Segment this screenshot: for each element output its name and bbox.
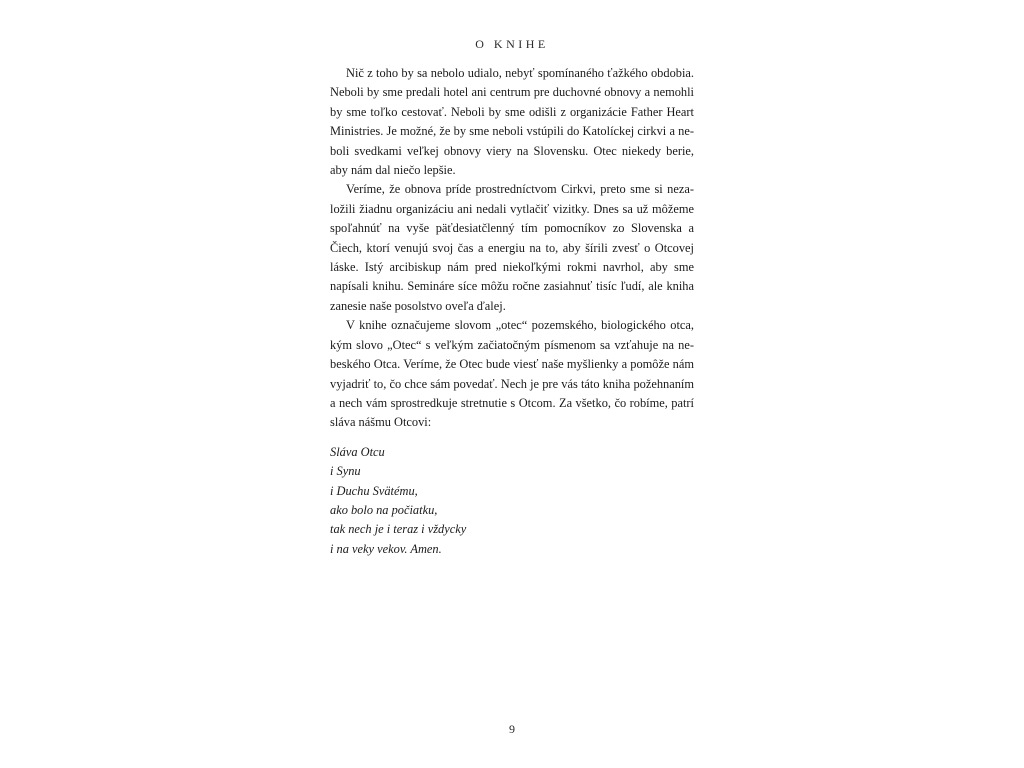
paragraph: Veríme, že obnova príde prostredníctvom Cirkvi, preto sme si nezaložili žiadnu organizáciu ani nedali vytlačiť vizitky. Dnes sa už môžeme spoľahnúť na vyše päťdesiatčlenný tím pomocníkov zo Slovenska a Čiech, ktorí venujú svoj čas a energiu na to, aby šírili zvesť o Otcovej láske. Istý arcibiskup nám pred niekoľkými rokmi navrhol, aby sme napísali knihu. Semináre síce môžu ročne zasiahnuť tisíc ľudí, ale kniha zanesie naše posolstvo oveľa ďalej. bbox=[330, 182, 694, 313]
prayer-verse bbox=[330, 443, 694, 559]
verse-line: i Duchu Svätému, bbox=[330, 483, 418, 498]
running-header: O KNIHE bbox=[475, 37, 549, 51]
page-number: 9 bbox=[509, 722, 515, 736]
body-text bbox=[330, 64, 694, 559]
paragraph: Nič z toho by sa nebolo udialo, nebyť spomínaného ťažkého obdobia. Neboli by sme predali hotel ani centrum pre duchovné obnovy a nemohli by sme toľko cestovať. Neboli by sme odišli z organizácie Father Heart Ministries. Je možné, že by sme neboli vstúpili do Katolíckej cirkvi a neboli svedkami veľkej obnovy viery na Slovensku. Otec niekedy berie, aby nám dal niečo lepšie. bbox=[330, 66, 694, 178]
verse-line: ako bolo na počiatku, bbox=[330, 502, 438, 517]
verse-line: i na veky vekov. Amen. bbox=[330, 541, 442, 556]
verse-line: i Synu bbox=[330, 464, 361, 479]
verse-line: tak nech je i teraz i vždycky bbox=[330, 522, 467, 537]
paragraph: V knihe označujeme slovom „otec“ pozemského, biologického otca, kým slovo „Otec“ s veľkým začiatočným písmenom sa vzťahuje na nebeského Otca. Veríme, že Otec bude viesť naše myšlienky a pomôže nám vyjadriť to, čo chce sám povedať. Nech je pre vás táto kniha požehnaním a nech vám sprostredkuje stretnutie s Otcom. Za všetko, čo robíme, patrí sláva nášmu Otcovi: bbox=[330, 318, 694, 430]
verse-line: Sláva Otcu bbox=[330, 444, 385, 459]
